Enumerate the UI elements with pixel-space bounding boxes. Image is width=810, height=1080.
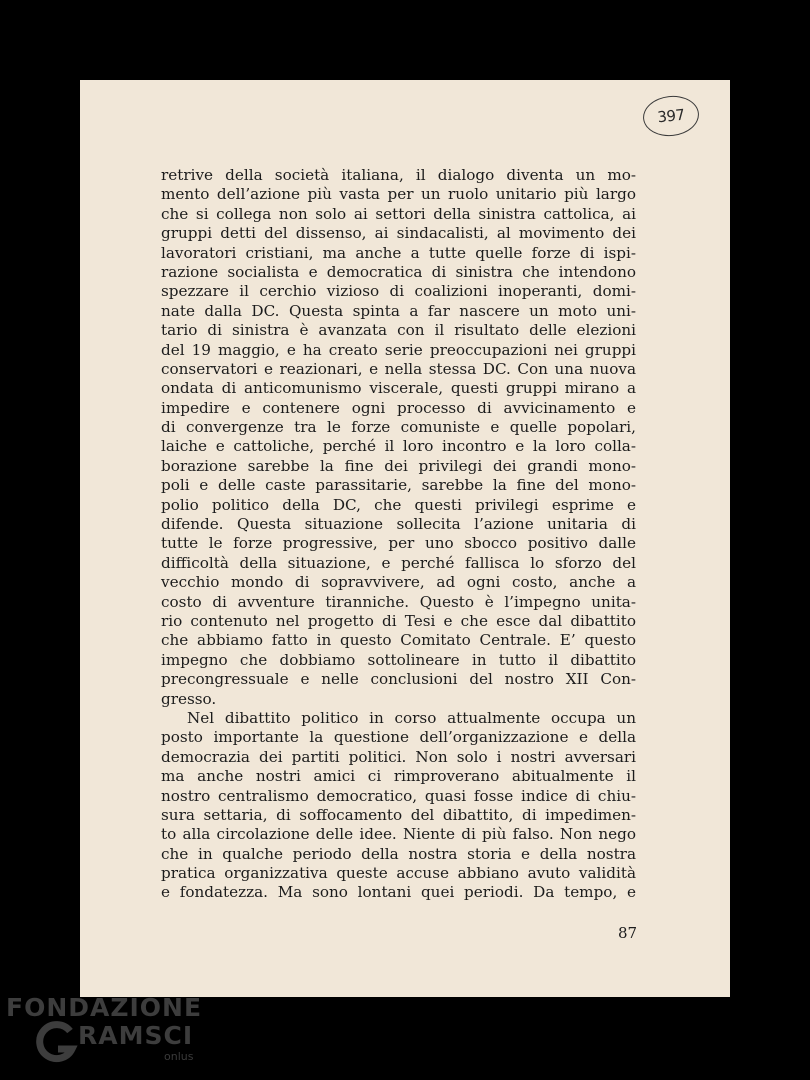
text-line: retrive della società italiana, il dialogo diventa un mo-: [161, 166, 636, 184]
text-line: del 19 maggio, e ha creato serie preoccupazioni nei gruppi: [161, 340, 636, 359]
text-line: pratica organizzativa queste accuse abbiano avuto validità: [161, 864, 636, 883]
fondazione-gramsci-logo: [6, 993, 206, 1073]
text-line: borazione sarebbe la fine dei privilegi dei grandi mono-: [161, 456, 636, 475]
text-line: poli e delle caste parassitarie, sarebbe la fine del mono-: [161, 476, 636, 495]
logo-g-icon: [34, 1021, 78, 1065]
text-line: impedire e contenere ogni processo di avvicinamento e: [161, 398, 636, 417]
body-text: [161, 166, 636, 903]
text-line: gruppi detti del dissenso, ai sindacalisti, al movimento dei: [161, 224, 636, 243]
text-line: tario di sinistra è avanzata con il risultato delle elezioni: [161, 321, 636, 340]
text-line: difende. Questa situazione sollecita l’azione unitaria di: [161, 515, 636, 534]
text-line: impegno che dobbiamo sottolineare in tutto il dibattito: [161, 650, 636, 669]
text-line: che si collega non solo ai settori della sinistra cattolica, ai: [161, 204, 636, 223]
text-line: rio contenuto nel progetto di Tesi e che esce dal dibattito: [161, 611, 636, 630]
text-line: costo di avventure tiranniche. Questo è l’impegno unita-: [161, 592, 636, 611]
text-line: tutte le forze progressive, per uno sbocco positivo dalle: [161, 534, 636, 553]
archive-stamp: 397: [641, 93, 701, 139]
text-line: ondata di anticomunismo viscerale, questi gruppi mirano a: [161, 379, 636, 398]
text-line: conservatori e reazionari, e nella stessa DC. Con una nuova: [161, 359, 636, 378]
text-line: che abbiamo fatto in questo Comitato Centrale. E’ questo: [161, 631, 636, 650]
text-line: nostro centralismo democratico, quasi fosse indice di chiu-: [161, 786, 636, 805]
text-line: razione socialista e democratica di sinistra che intendono: [161, 262, 636, 281]
logo-sub: onlus: [164, 1050, 194, 1063]
logo-line1: FONDAZIONE: [6, 993, 203, 1022]
text-line: vecchio mondo di sopravvivere, ad ogni costo, anche a: [161, 573, 636, 592]
text-line: gresso.: [161, 689, 217, 708]
text-line: di convergenze tra le forze comuniste e quelle popolari,: [161, 418, 636, 437]
text-line: democrazia dei partiti politici. Non solo i nostri avversari: [161, 747, 636, 766]
text-line: difficoltà della situazione, e perché fallisca lo sforzo del: [161, 553, 636, 572]
text-line: posto importante la questione dell’organizzazione e della: [161, 728, 636, 747]
text-line: ma anche nostri amici ci rimproverano abitualmente il: [161, 767, 636, 786]
text-line: Nel dibattito politico in corso attualmente occupa un: [187, 708, 636, 727]
text-line: nate dalla DC. Questa spinta a far nascere un moto uni-: [161, 301, 636, 320]
text-line: e fondatezza. Ma sono lontani quei periodi. Da tempo, e: [161, 883, 636, 902]
logo-line2: RAMSCI: [78, 1021, 194, 1050]
text-line: lavoratori cristiani, ma anche a tutte quelle forze di ispi-: [161, 243, 636, 262]
text-line: precongressuale e nelle conclusioni del nostro XII Con-: [161, 670, 636, 689]
text-line: laiche e cattoliche, perché il loro incontro e la loro colla-: [161, 437, 636, 456]
text-line: che in qualche periodo della nostra storia e della nostra: [161, 844, 636, 863]
text-line: spezzare il cerchio vizioso di coalizioni inoperanti, domi-: [161, 282, 636, 301]
text-line: sura settaria, di soffocamento del dibattito, di impedimen-: [161, 805, 636, 824]
page-number: 87: [618, 924, 638, 942]
text-line: mento dell’azione più vasta per un ruolo unitario più largo: [161, 185, 636, 204]
text-line: polio politico della DC, che questi privilegi esprime e: [161, 495, 636, 514]
text-line: to alla circolazione delle idee. Niente di più falso. Non nego: [161, 825, 636, 844]
